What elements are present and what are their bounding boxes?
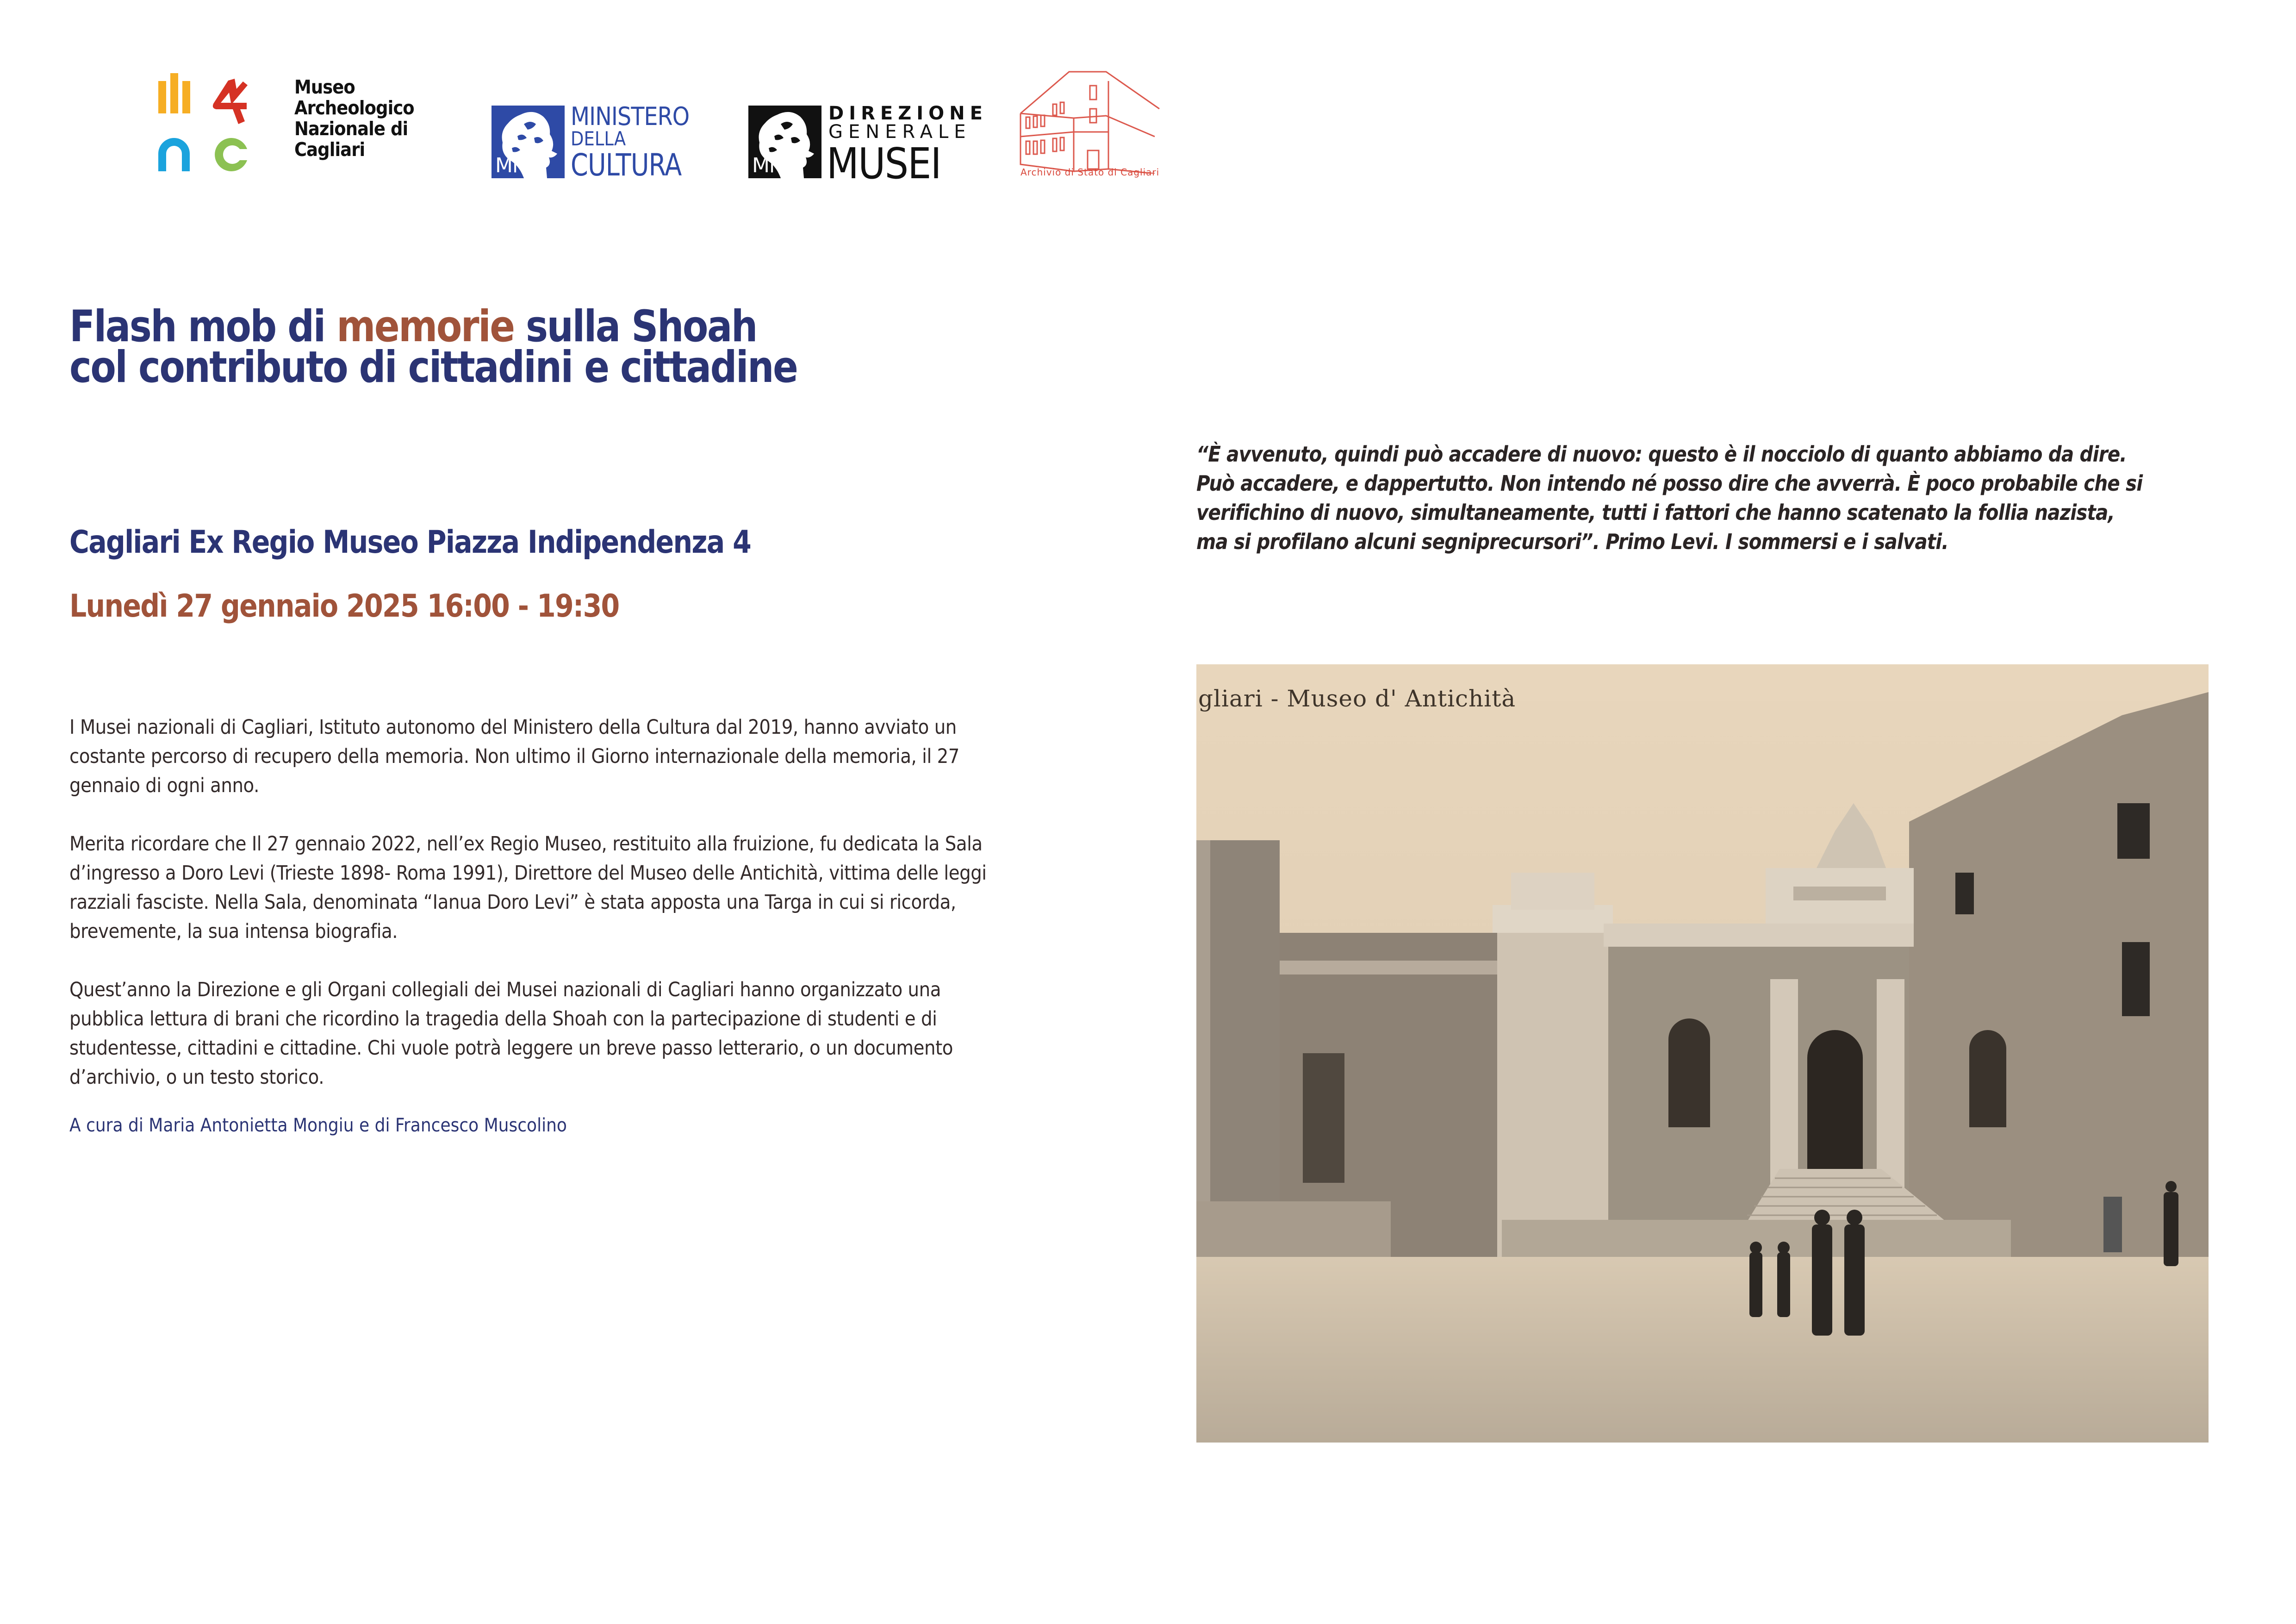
title-text: Flash mob di	[69, 301, 337, 352]
paragraph-line: studentesse, cittadini e cittadine. Chi vuole potrà leggere un breve passo letterario, o un documento	[69, 1037, 953, 1060]
event-title	[69, 301, 797, 393]
paragraph-line: razziali fasciste. Nella Sala, denominata “Ianua Doro Levi” è stata apposta una Targa in cui si ricorda,	[69, 891, 956, 914]
building-outline-icon	[1016, 67, 1164, 174]
quote-line: verifichino di nuovo, simultaneamente, tutti i fattori che hanno scatenato la follia nazista,	[1196, 500, 2115, 525]
museo-name-line: Archeologico	[294, 97, 414, 119]
museo-name-line: Cagliari	[294, 138, 365, 161]
historic-museum-photo	[1196, 664, 2209, 1443]
dgm-line-1: DIREZIONE	[828, 103, 988, 124]
museo-name-line: Museo	[294, 76, 355, 98]
museum-building-illustration	[1196, 664, 2209, 1443]
quote-line: ma si profilano alcuni segniprecursori”. Primo Levi. I sommersi e i salvati.	[1196, 529, 1948, 554]
paragraph-line: Quest’anno la Direzione e gli Organi collegiali dei Musei nazionali di Cagliari hanno organizzato una	[69, 978, 941, 1001]
curator-credit: A cura di Maria Antonietta Mongiu e di Francesco Muscolino	[69, 1115, 567, 1136]
paragraph	[69, 975, 1111, 1092]
title-accent-word: memorie	[336, 301, 514, 352]
event-location: Cagliari Ex Regio Museo Piazza Indipendenza 4	[69, 524, 751, 561]
mnc-four-icon	[211, 79, 255, 125]
mic-badge-label: MiC	[495, 154, 531, 177]
ministero-line-3: CULTURA	[571, 147, 682, 183]
event-title-line-2: col contributo di cittadini e cittadine	[69, 342, 797, 393]
mic-badge	[492, 106, 565, 178]
quote-line: Può accadere, e dappertutto. Non intendo né posso dire che avverrà. È poco probabile che si	[1196, 471, 2143, 496]
paragraph-line: I Musei nazionali di Cagliari, Istituto autonomo del Ministero della Cultura dal 2019, hanno avviato un	[69, 716, 957, 739]
paragraph-line: pubblica lettura di brani che ricordino la tragedia della Shoah con la partecipazione di studenti e di	[69, 1007, 937, 1031]
paragraph-line: gennaio di ogni anno.	[69, 774, 259, 797]
dgm-line-2: GENERALE	[828, 121, 971, 143]
paragraph	[69, 713, 1111, 800]
body-text	[69, 713, 1111, 1139]
ministero-line-2: DELLA	[571, 127, 626, 150]
paragraph	[69, 830, 1111, 946]
mnc-c-icon	[214, 137, 249, 172]
paragraph-line: d’ingresso a Doro Levi (Trieste 1898- Roma 1991), Direttore del Museo delle Antichità, vittima delle leggi	[69, 862, 987, 885]
event-datetime: Lunedì 27 gennaio 2025 16:00 - 19:30	[69, 588, 619, 625]
mnc-n-icon	[158, 138, 192, 171]
title-text: sulla Shoah	[514, 301, 757, 352]
photo-caption: gliari - Museo d' Antichità	[1198, 685, 1516, 712]
event-title-line-1	[69, 301, 797, 352]
archivio-caption: Archivio di Stato di Cagliari	[1020, 167, 1160, 178]
dgm-badge-label: MiC	[752, 154, 788, 177]
dgm-line-3: MUSEI	[827, 139, 941, 188]
paragraph-line: brevemente, la sua intensa biografia.	[69, 920, 398, 943]
paragraph-line: Merita ricordare che Il 27 gennaio 2022, nell’ex Regio Museo, restituito alla fruizione, fu dedicata la Sala	[69, 832, 983, 856]
quote-line: “È avvenuto, quindi può accadere di nuovo: questo è il nocciolo di quanto abbiamo da dire.	[1196, 442, 2127, 467]
primo-levi-quote	[1196, 440, 2174, 556]
ministero-line-1: MINISTERO	[571, 102, 690, 131]
museo-name	[294, 77, 414, 160]
dgm-mic-badge	[748, 106, 821, 178]
paragraph-line: d’archivio, o un testo storico.	[69, 1066, 324, 1089]
museo-name-line: Nazionale di	[294, 118, 408, 140]
paragraph-line: costante percorso di recupero della memoria. Non ultimo il Giorno internazionale della memoria, il 27	[69, 745, 959, 768]
